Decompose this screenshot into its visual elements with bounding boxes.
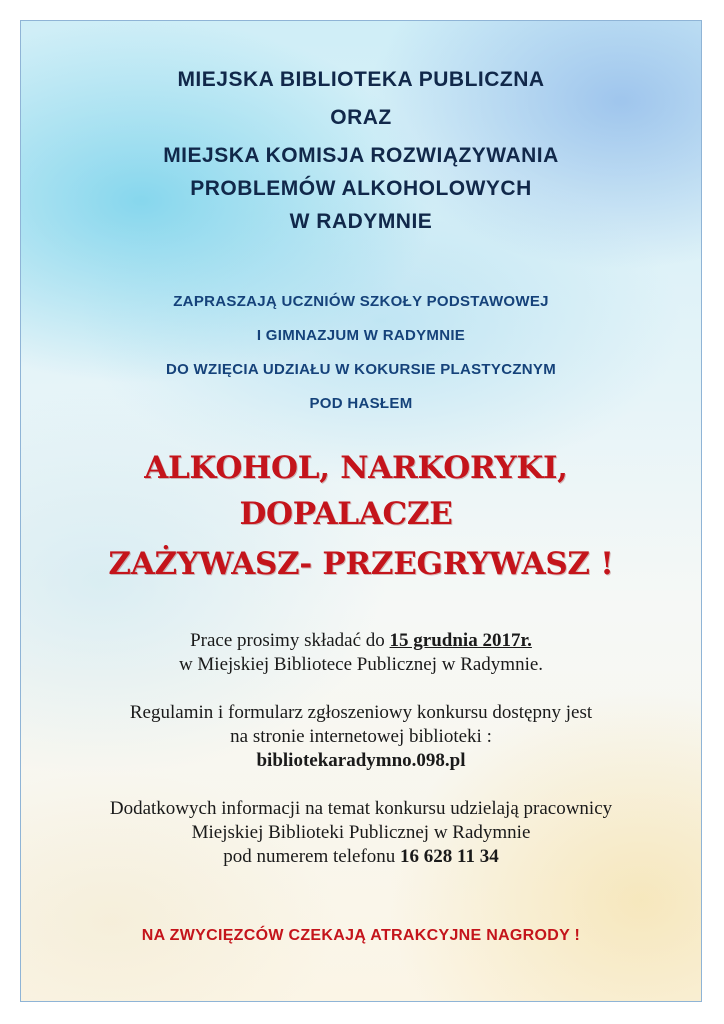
contest-slogan	[21, 445, 701, 587]
contact-line-1: Dodatkowych informacji na temat konkursu udzielają pracownicy	[109, 798, 613, 819]
invitation-line-1: ZAPRASZAJĄ UCZNIÓW SZKOŁY PODSTAWOWEJ	[173, 293, 549, 310]
contact-line-3	[21, 845, 701, 869]
submission-info	[21, 629, 701, 677]
website-link[interactable]: bibliotekaradymno.098.pl	[256, 750, 466, 771]
invitation-text	[21, 285, 701, 421]
header-line-problems: PROBLEMÓW ALKOHOLOWYCH	[190, 177, 532, 200]
contact-info	[21, 797, 701, 869]
invitation-line-4: POD HASŁEM	[309, 395, 413, 412]
poster	[20, 20, 702, 1002]
header-line-and: ORAZ	[330, 106, 392, 129]
slogan-line-2: DOPALACZE	[239, 496, 453, 532]
submission-deadline: 15 grudnia 2017r.	[389, 630, 532, 651]
header-line-library: MIEJSKA BIBLIOTEKA PUBLICZNA	[177, 68, 545, 91]
prizes-announcement: NA ZWYCIĘZCÓW CZEKAJĄ ATRAKCYJNE NAGRODY !	[141, 927, 581, 944]
rules-line-1: Regulamin i formularz zgłoszeniowy konkursu dostępny jest	[129, 702, 593, 723]
phone-number: 16 628 11 34	[400, 846, 499, 867]
organizers-header	[21, 63, 701, 238]
submission-line-1	[21, 629, 701, 653]
slogan-line-3: ZAŻYWASZ- PRZEGRYWASZ !	[108, 546, 614, 582]
header-line-town: W RADYMNIE	[289, 210, 433, 233]
invitation-line-3: DO WZIĘCIA UDZIAŁU W KOKURSIE PLASTYCZNYM	[165, 361, 557, 378]
slogan-line-1: ALKOHOL, NARKORYKI,	[144, 450, 568, 486]
rules-info	[21, 701, 701, 773]
header-line-commission: MIEJSKA KOMISJA ROZWIĄZYWANIA	[163, 144, 559, 167]
rules-line-2: na stronie internetowej biblioteki :	[230, 726, 492, 747]
invitation-line-2: I GIMNAZJUM W RADYMNIE	[256, 327, 466, 344]
phone-prefix: pod numerem telefonu	[223, 846, 401, 867]
submission-prefix: Prace prosimy składać do	[190, 630, 390, 651]
contact-line-2: Miejskiej Biblioteki Publicznej w Radymnie	[191, 822, 531, 843]
submission-line-2: w Miejskiej Bibliotece Publicznej w Radymnie.	[178, 654, 544, 675]
